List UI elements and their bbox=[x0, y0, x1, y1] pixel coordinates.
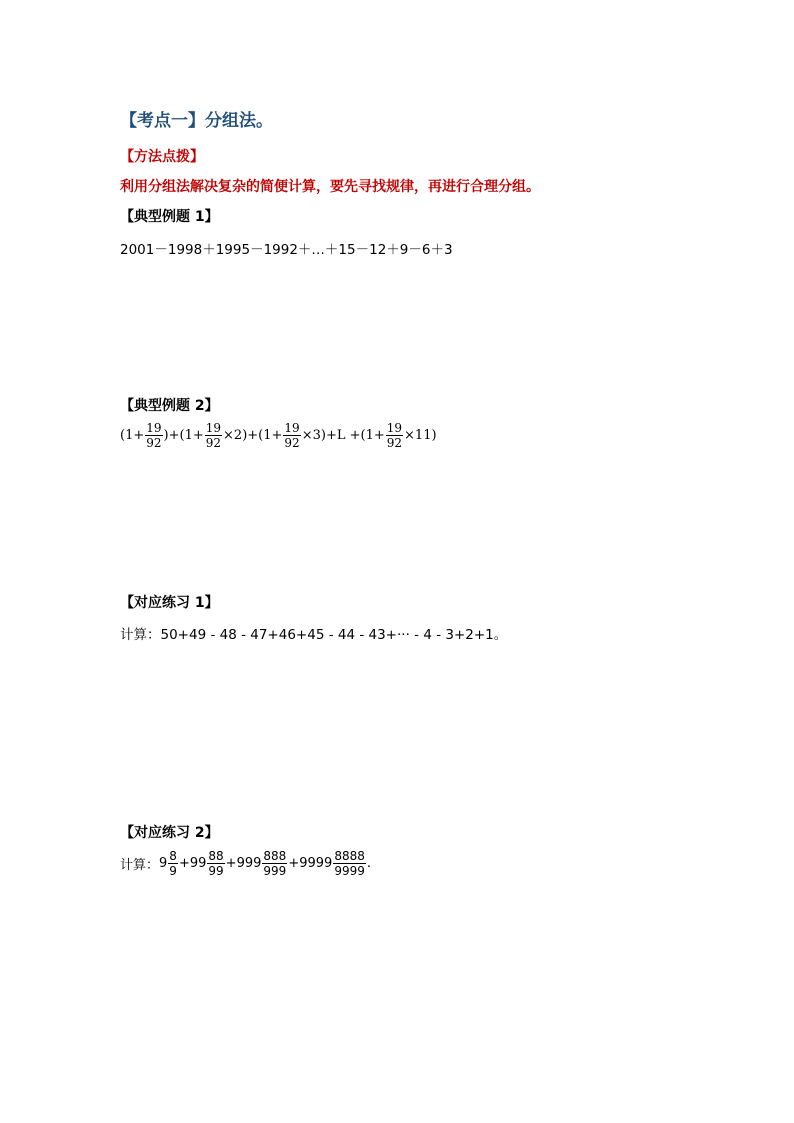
fraction: $\frac{88}{99}$ bbox=[208, 849, 224, 878]
fraction: $\frac{19}{92}$ bbox=[146, 421, 162, 450]
example1-label: 【典型例题 1】 bbox=[120, 209, 219, 225]
mixed-number: 9999 $\frac{8888}{9999}$ . bbox=[299, 849, 371, 878]
practice2-expression bbox=[120, 850, 371, 877]
fraction: $\frac{888}{999}$ bbox=[263, 849, 287, 878]
fraction: $\frac{8}{9}$ bbox=[169, 849, 177, 878]
fraction: $\frac{19}{92}$ bbox=[205, 421, 222, 450]
practice2-label: 【对应练习 2】 bbox=[120, 825, 219, 841]
method-label: 【方法点拨】 bbox=[120, 149, 204, 165]
example2-term: (1+ $\frac{19}{92}$ ×11) bbox=[360, 421, 437, 450]
fraction: $\frac{8888}{9999}$ bbox=[334, 849, 365, 878]
example2-term: (1+ $\frac{19}{92}$ )+ bbox=[120, 421, 180, 450]
method-text: 利用分组法解决复杂的简便计算，要先寻找规律，再进行合理分组。 bbox=[120, 179, 540, 195]
section-title: 【考点一】分组法。 bbox=[120, 111, 273, 131]
practice1-label: 【对应练习 1】 bbox=[120, 595, 219, 611]
mixed-number: 999 $\frac{888}{999}$ + bbox=[236, 849, 300, 878]
fraction: $\frac{19}{92}$ bbox=[284, 421, 300, 450]
fraction: $\frac{19}{92}$ bbox=[386, 421, 403, 450]
example2-expression bbox=[120, 422, 437, 449]
example2-term: (1+ $\frac{19}{92}$ ×2)+ bbox=[179, 421, 259, 450]
practice1-expression: 计算：50+49 - 48 - 47+46+45 - 44 - 43+··· - 4 - 3+2+1。 bbox=[120, 627, 508, 643]
mixed-number: 9 $\frac{8}{9}$ + bbox=[159, 849, 190, 878]
practice2-prefix: 计算： bbox=[120, 858, 160, 873]
mixed-number: 99 $\frac{88}{99}$ + bbox=[189, 849, 237, 878]
example1-expression: 2001－1998＋1995－1992＋…＋15－12＋9－6＋3 bbox=[120, 242, 453, 258]
example2-label: 【典型例题 2】 bbox=[120, 398, 219, 414]
example2-term: (1+ $\frac{19}{92}$ ×3)+L + bbox=[258, 421, 361, 450]
